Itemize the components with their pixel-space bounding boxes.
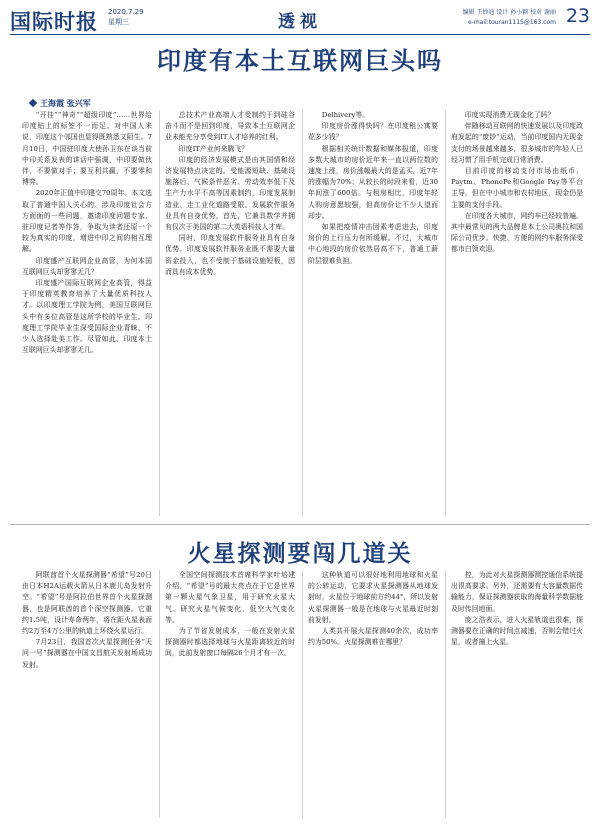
paragraph: 如果把疫情冲击因素考虑进去，印度房价的上行压力有所缓解。不过，大城市中心地段的房价依然居高不下，普通工薪阶层很难负担。 bbox=[308, 223, 438, 265]
column-divider bbox=[445, 110, 446, 516]
section-divider bbox=[10, 524, 590, 525]
diamond-icon bbox=[29, 99, 37, 107]
issue-date-block bbox=[108, 7, 144, 27]
editors-info bbox=[462, 8, 556, 28]
paragraph: 伴随移动互联网的快速发展以及印度政府发起的“废钞”运动，当前印度国内无现金支付的场景越来越多，很多城市的年轻人已经习惯了用手机完成日常消费。 bbox=[451, 122, 583, 164]
article1-column-1 bbox=[22, 110, 152, 516]
column-divider bbox=[302, 110, 303, 516]
article2-column-1 bbox=[22, 570, 152, 818]
paragraph: 为了节省发射成本，一般在发射火星探测器时都选择地球与火星距离较近的时间，此前发射窗口每隔26个月才有一次。 bbox=[165, 627, 295, 658]
paragraph: 印度实现消费无现金化了吗？ bbox=[464, 111, 555, 119]
issue-date: 2020.7.29 bbox=[108, 8, 144, 16]
paragraph: 控，为此对火星探测器测控通信系统提出很高要求。另外，还需要有大容量数据传输能力，保证探测器获取的海量科学数据能及时传回地面。 bbox=[451, 571, 583, 613]
newspaper-brand: 国际时报 bbox=[10, 10, 98, 34]
paragraph: 印度盛产国际互联网企业高管，得益于印度精英教育培养了大量优质科技人才。以印度理工学院为例，美国互联网巨头中有多位高管是这所学校的毕业生。印度理工学院毕业生深受国际企业青睐，不少人选择赴美工作。尽管如此，印度本土互联网巨头却寥寥无几。 bbox=[22, 279, 152, 355]
paragraph: “开挂”“神奇”“超级印度”……世界给印度贴上的标签不一而足。对中国人来说，印度这个邻国也显得既熟悉又陌生。7月10日，中国驻印度大使孙卫东在谈当前中印关系发表的讲话中强调，中印要做伙伴，不要做对手；要互利共赢，不要零和博弈。 bbox=[22, 111, 152, 187]
section-title: 透视 bbox=[278, 12, 322, 32]
paragraph: 总技术产业高端人才受制约于到硅谷奋斗而不是回到印度，导致本土互联网企业未能充分享受到IT人才培养的红利。 bbox=[165, 111, 295, 142]
article1-column-2 bbox=[165, 110, 295, 516]
column-divider bbox=[445, 570, 446, 818]
byline-authors: 王海霞 张兴军 bbox=[40, 99, 91, 108]
issue-weekday: 星期三 bbox=[108, 18, 129, 26]
paragraph: 同时，印度发展软件服务业具有自身优势。印度发展软件服务业既不需要大量资金投入，也不受制于基础设施短板，因而具有成本优势。 bbox=[165, 234, 295, 276]
paragraph: 印度房价涨得快吗？在印度租公寓要花多少钱？ bbox=[308, 122, 438, 142]
paragraph: 印度盛产互联网企业高管，为何本国互联网巨头却寥寥无几？ bbox=[22, 256, 152, 276]
column-divider bbox=[302, 570, 303, 818]
paragraph: 这种轨道可以很好地利用地球和火星的公转运动，它要求火星探测器从地球发射时，火星位于地球前方约44°，所以发射火星探测器一般是在地球与火星最近时刻前发射。 bbox=[308, 571, 438, 624]
article1-column-4 bbox=[451, 110, 583, 516]
paragraph: 2020年正值中印建交70周年。本文选取了普通中国人关心的、涉及印度社会方方面面的一些问题，邀请印度问题专家、驻印度记者等作答，争取为读者还原一个较为真实的印度，增进中印之间的相互理解。 bbox=[22, 189, 152, 254]
paragraph: 根据相关统计数据和媒体报道，印度多数大城市的房价近年来一直以两位数的速度上涨，房价涨幅最大的是孟买，近7年的涨幅为70%；从较长的时段来看，近30年间涨了600倍。与租房相比，印度年轻人购房意愿较强，但高房价让不少人望而却步。 bbox=[308, 144, 438, 220]
article1-column-3 bbox=[308, 110, 438, 516]
paragraph: 印度的经济发展模式是由其国情和经济发展特点决定的。受能源短缺、基础设施落后、气候条件恶劣、劳动效率低下及生产力水平不高等因素制约，印度发展制造业、走工业化道路受限。发展软件服务业具有自身优势，首先，它兼具数学并拥有仅次于美国的第二大英语科技人才库。 bbox=[165, 155, 295, 232]
paragraph: 庞之浩表示，进入火星轨道也很难，探测器要在正确的时间点减速，否则会错过火星，或者撞上火星。 bbox=[451, 615, 583, 647]
article1-headline: 印度有本土互联网巨头吗 bbox=[157, 47, 443, 75]
editors-email: e-mail:touran1115@163.com bbox=[468, 19, 556, 26]
paragraph: 在印度各大城市，网约车已经较普遍。其中最常见的两大品牌是本土公司奥拉和国际公司优步。快捷、方便的网约车服务深受都市白领欢迎。 bbox=[451, 211, 583, 254]
paragraph: Delhivery等。 bbox=[321, 111, 370, 119]
page-header bbox=[10, 4, 590, 35]
paragraph: 阿联酋首个火星探测器“希望”号20日由日本H2A运载火箭从日本鹿儿岛发射升空。“希望”号是阿拉伯世界首个火星探测器，也是阿联酋的首个深空探测器。它重约1.5吨，设计寿命两年，将在距火星表面约2万至4万公里的轨道上环绕火星运行。 bbox=[22, 571, 152, 636]
paragraph: 全国空间探测技术首席科学家叶培建介绍，“希望”号的最大亮点在于它是世界第一颗火星气象卫星，用于研究火星大气、研究火星气候变化、低空大气变化等。 bbox=[165, 571, 295, 624]
article2-column-2 bbox=[165, 570, 295, 818]
article2-column-3 bbox=[308, 570, 438, 818]
column-divider bbox=[159, 570, 160, 818]
article2-column-4 bbox=[451, 570, 583, 818]
paragraph: 人类共开展火星探测40余次，成功率约为50%。火星探测难在哪里？ bbox=[308, 627, 438, 647]
editors-names: 编辑 王妙迪 设计 孙小颖 校对 谢丽 bbox=[462, 9, 556, 16]
article1-byline bbox=[30, 98, 91, 109]
paragraph: 印度IT产业何来腾飞？ bbox=[178, 144, 249, 153]
column-divider bbox=[159, 110, 160, 516]
article2-headline: 火星探测要闯几道关 bbox=[187, 541, 413, 567]
paragraph: 目前印度的移动支付市场由纸币、Paytm、PhonePe和Google Pay等平台主导，但在中小城市和农村地区，现金仍是主要的支付手段。 bbox=[451, 167, 583, 209]
paragraph: 7月23日，我国首次火星探测任务“天问一号”探测器在中国文昌航天发射场成功发射。 bbox=[22, 638, 152, 669]
page-number: 23 bbox=[565, 5, 590, 27]
